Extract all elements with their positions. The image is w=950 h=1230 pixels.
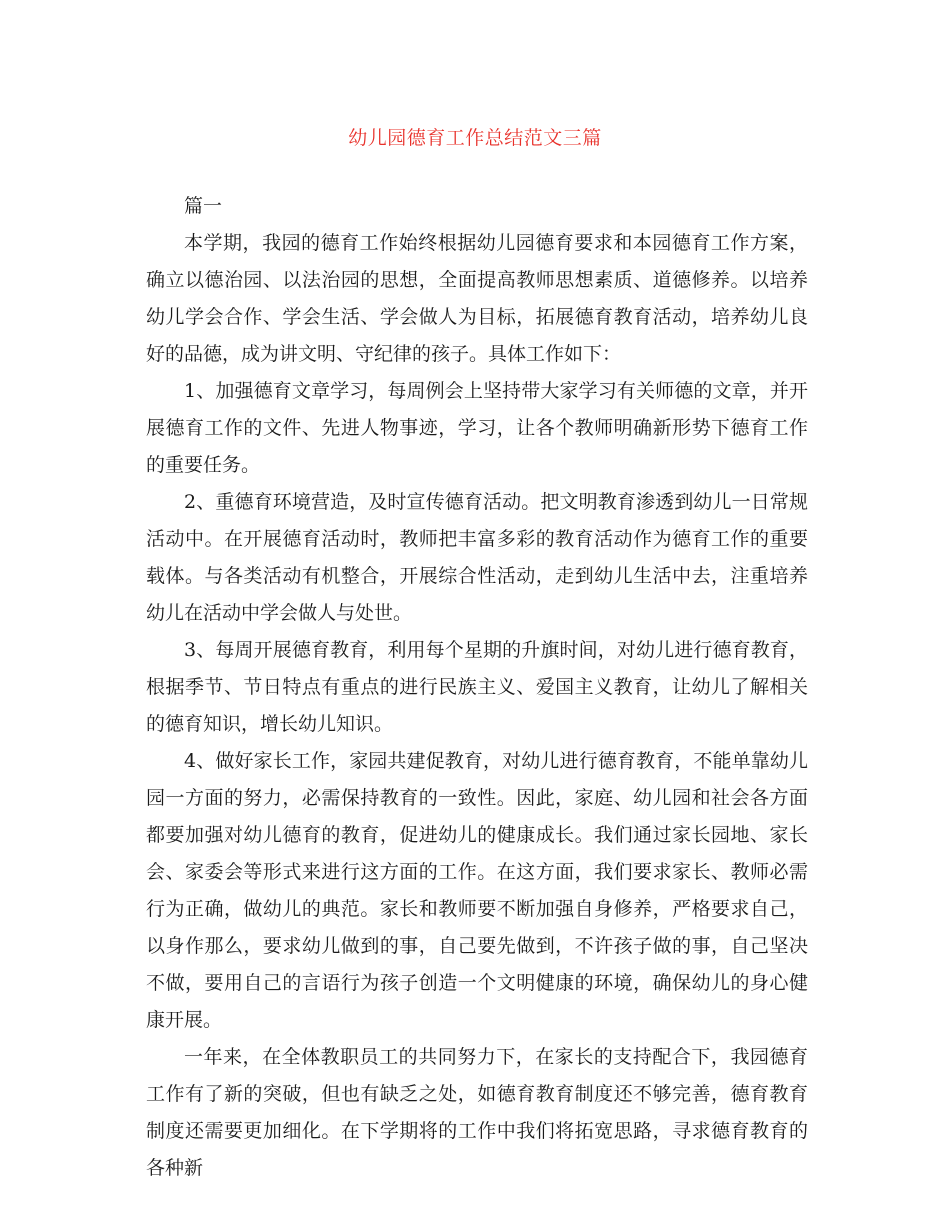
paragraph-item-4: 4、做好家长工作，家园共建促教育，对幼儿进行德育教育，不能单靠幼儿园一方面的努力，必需保持教育的一致性。因此，家庭、幼儿园和社会各方面都要加强对幼儿德育的教育，促进幼儿的健康成长。我们通过家长园地、家长会、家委会等形式来进行这方面的工作。在这方面，我们要求家长、教师必需行为正确，做幼儿的典范。家长和教师要不断加强自身修养，严格要求自己，以身作那么，要求幼儿做到的事，自己要先做到，不许孩子做的事，自己坚决不做，要用自己的言语行为孩子创造一个文明健康的环境，确保幼儿的身心健康开展。 [146,750,808,1031]
paragraph-intro: 本学期，我园的德育工作始终根据幼儿园德育要求和本园德育工作方案，确立以德治园、以法治园的思想，全面提高教师思想素质、道德修养。以培养幼儿学会合作、学会生活、学会做人为目标，拓展德育教育活动，培养幼儿良好的品德，成为讲文明、守纪律的孩子。具体工作如下： [146,232,808,365]
paragraph-item-2: 2、重德育环境营造，及时宣传德育活动。把文明教育渗透到幼儿一日常规活动中。在开展德育活动时，教师把丰富多彩的教育活动作为德育工作的重要载体。与各类活动有机整合，开展综合性活动，走到幼儿生活中去，注重培养幼儿在活动中学会做人与处世。 [146,491,808,624]
paragraph-item-3: 3、每周开展德育教育，利用每个星期的升旗时间，对幼儿进行德育教育，根据季节、节日特点有重点的进行民族主义、爱国主义教育，让幼儿了解相关的德育知识，增长幼儿知识。 [146,639,808,735]
section-label: 篇一 [184,195,223,217]
paragraph-summary: 一年来，在全体教职员工的共同努力下，在家长的支持配合下，我园德育工作有了新的突破，但也有缺乏之处，如德育教育制度还不够完善，德育教育制度还需要更加细化。在下学期将的工作中我们将拓宽思路，寻求德育教育的各种新 [146,1046,808,1179]
document-title: 幼儿园德育工作总结范文三篇 [348,127,602,149]
document-body [146,188,808,1187]
paragraph-item-1: 1、加强德育文章学习，每周例会上坚持带大家学习有关师德的文章，并开展德育工作的文件、先进人物事迹，学习，让各个教师明确新形势下德育工作的重要任务。 [146,380,808,476]
